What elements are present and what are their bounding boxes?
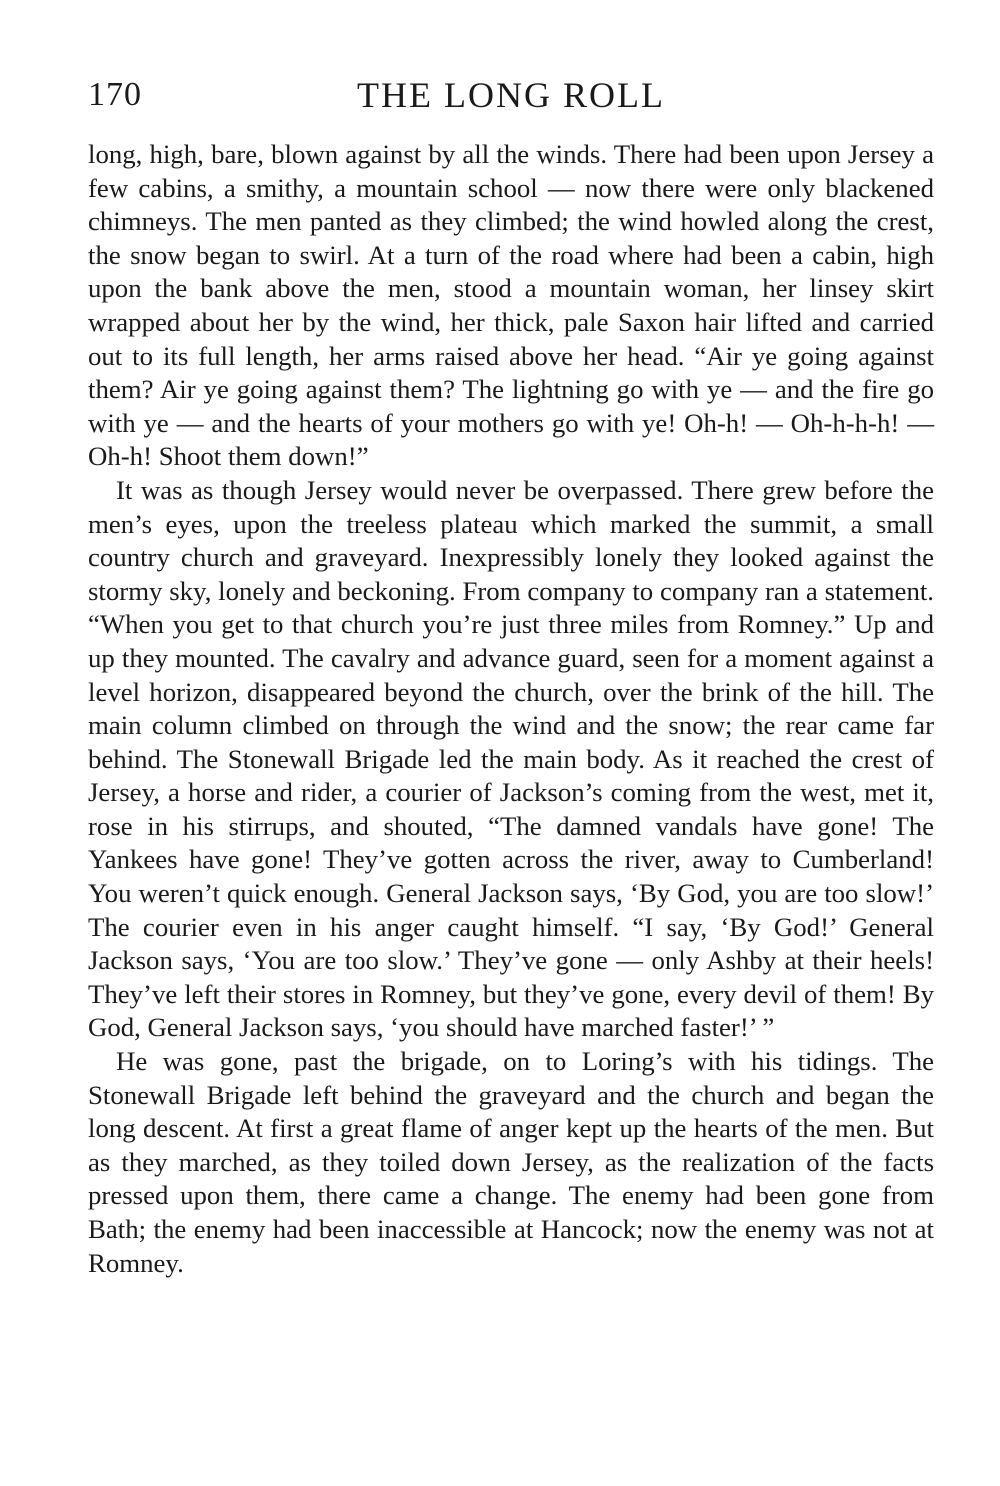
paragraph: He was gone, past the brigade, on to Loring’s with his tidings. The Stonewall Brigade left behind the graveyard and the church and began the long descent. At first a great flame of anger kept up the hearts of the men. But as they marched, as they toiled down Jersey, as the realization of the facts pressed upon them, there came a change. The enemy had been gone from Bath; the enemy had been inaccessible at Hancock; now the enemy was not at Romney. [88,1046,934,1278]
page-header [88,70,934,118]
paragraph-continued: long, high, bare, blown against by all the winds. There had been upon Jersey a few cabins, a smithy, a mountain school — now there were only blackened chimneys. The men panted as they climbed; the wind howled along the crest, the snow began to swirl. At a turn of the road where had been a cabin, high upon the bank above the men, stood a mountain woman, her linsey skirt wrapped about her by the wind, her thick, pale Saxon hair lifted and carried out to its full length, her arms raised above her head. “Air ye going against them? Air ye going against them? The lightning go with ye — and the fire go with ye — and the hearts of your mothers go with ye! Oh-h! — Oh-h-h-h! — Oh-h! Shoot them down!” [88,139,934,472]
page-number: 170 [88,76,142,113]
paragraph: It was as though Jersey would never be overpassed. There grew before the men’s eyes, upon the treeless plateau which marked the summit, a small country church and graveyard. Inexpressibly lonely they looked against the stormy sky, lonely and beckoning. From company to company ran a statement. “When you get to that church you’re just three miles from Romney.” Up and up they mounted. The cavalry and advance guard, seen for a moment against a level horizon, disappeared beyond the church, over the brink of the hill. The main column climbed on through the wind and the snow; the rear came far behind. The Stonewall Brigade led the main body. As it reached the crest of Jersey, a horse and rider, a courier of Jackson’s coming from the west, met it, rose in his stirrups, and shouted, “The damned vandals have gone! The Yankees have gone! They’ve gotten across the river, away to Cumberland! You weren’t quick enough. General Jackson says, ‘By God, you are too slow!’ The courier even in his anger caught himself. “I say, ‘By God!’ General Jackson says, ‘You are too slow.’ They’ve gone — only Ashby at their heels! They’ve left their stores in Romney, but they’ve gone, every devil of them! By God, General Jackson says, ‘you should have marched faster!’ ” [88,474,934,1043]
running-title: THE LONG ROLL [357,75,665,115]
book-page [88,70,934,1280]
body-text [88,138,934,1280]
